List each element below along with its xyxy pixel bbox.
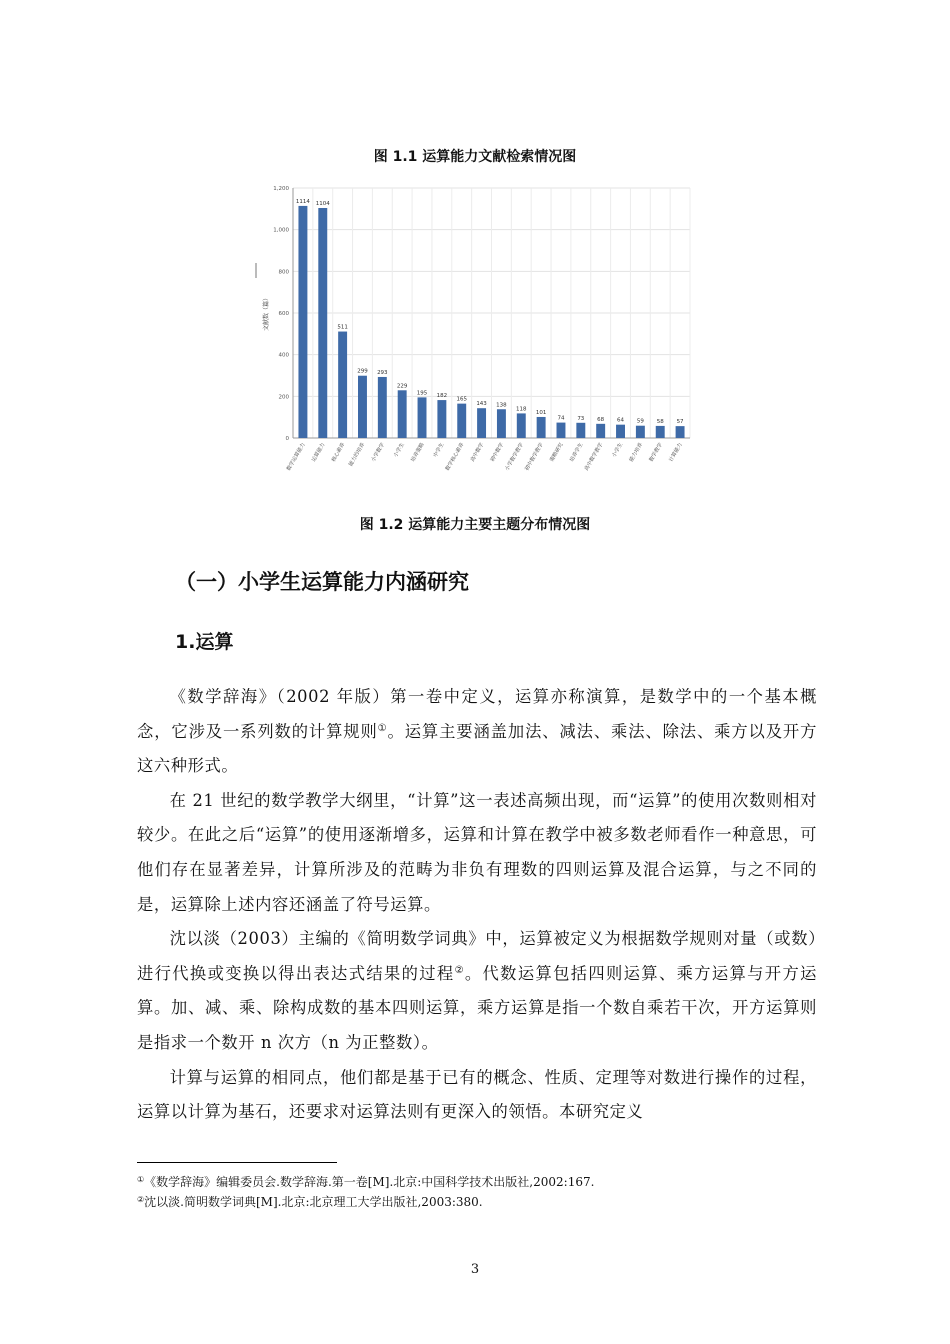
page-number: 3 bbox=[470, 1262, 480, 1277]
bar bbox=[298, 206, 307, 438]
figure-1-caption: 图 1.1 运算能力文献检索情况图 bbox=[373, 149, 577, 165]
x-tick-label: 能力的培养 bbox=[348, 442, 367, 468]
x-tick-label: 高中数学 bbox=[469, 442, 486, 463]
footnote-ref-1[interactable]: ① bbox=[377, 722, 388, 734]
figure-2-caption: 图 1.2 运算能力主要主题分布情况图 bbox=[359, 517, 591, 533]
data-label: 101 bbox=[535, 409, 547, 416]
subsection-heading: 1.运算 bbox=[175, 631, 234, 653]
bar bbox=[557, 423, 566, 438]
data-label: 1104 bbox=[315, 201, 330, 207]
y-tick-label: 400 bbox=[278, 352, 289, 359]
data-label: 511 bbox=[337, 324, 348, 331]
bar bbox=[437, 400, 446, 438]
data-label: 74 bbox=[557, 415, 565, 422]
data-label: 1114 bbox=[295, 198, 310, 205]
bar bbox=[596, 424, 605, 438]
topic-distribution-chart bbox=[250, 178, 700, 496]
footnote-divider bbox=[137, 1162, 337, 1163]
data-label: 73 bbox=[577, 415, 585, 422]
bar bbox=[398, 390, 407, 438]
section-heading: （一）小学生运算能力内涵研究 bbox=[175, 570, 469, 594]
footnotes bbox=[137, 1172, 594, 1212]
y-tick-label: 200 bbox=[278, 394, 289, 401]
bar bbox=[676, 426, 685, 438]
x-tick-label: 培养策略 bbox=[410, 442, 426, 463]
data-label: 165 bbox=[456, 396, 467, 403]
bar bbox=[457, 404, 466, 438]
bar bbox=[537, 417, 546, 438]
bar bbox=[656, 426, 665, 438]
y-axis-label: 文献数（篇） bbox=[263, 294, 270, 332]
bar bbox=[497, 409, 506, 438]
x-tick-label: 小学生 bbox=[392, 442, 406, 459]
x-tick-label: 中学生 bbox=[432, 442, 446, 459]
paragraph-4: 计算与运算的相同点，他们都是基于已有的概念、性质、定理等对数进行操作的过程，运算以计算为基石，还要求对运算法则有更深入的领悟。本研究定义 bbox=[137, 1067, 817, 1122]
y-tick-label: 800 bbox=[278, 269, 289, 276]
bar bbox=[358, 376, 367, 438]
y-tick-label: 600 bbox=[278, 311, 289, 317]
x-tick-label: 核心素养 bbox=[330, 442, 347, 463]
x-tick-label: 高中数学教学 bbox=[583, 442, 605, 472]
x-tick-label: 小学生 bbox=[611, 442, 625, 459]
y-tick-label: 1,200 bbox=[273, 186, 289, 192]
paragraph-1: 《数学辞海》（2002 年版）第一卷中定义，运算亦称演算，是数学中的一个基本概念，它涉及一系列数的计算规则①。运算主要涵盖加法、减法、乘法、除法、乘方以及开方这六种形式。 bbox=[137, 687, 817, 776]
bar bbox=[576, 423, 585, 438]
body-text bbox=[137, 680, 817, 1130]
bar bbox=[477, 408, 486, 438]
data-label: 59 bbox=[636, 418, 644, 425]
x-tick-label: 计算能力 bbox=[668, 442, 684, 463]
data-label: 195 bbox=[416, 390, 428, 397]
bar bbox=[616, 425, 625, 438]
x-tick-label: 数学教学 bbox=[648, 442, 664, 463]
paragraph-2: 在 21 世纪的数学教学大纲里，“计算”这一表述高频出现，而“运算”的使用次数则相对较少。在此之后“运算”的使用逐渐增多，运算和计算在教学中被多数老师看作一种意思，可他们存在显著差异，计算所涉及的范畴为非负有理数的四则运算及混合运算，与之不同的是，运算除上述内容还涵盖了符号运算。 bbox=[137, 790, 817, 914]
data-label: 182 bbox=[436, 393, 448, 400]
y-tick-label: 0 bbox=[285, 436, 289, 442]
footnote-2: ②沈以淡.简明数学词典[M].北京:北京理工大学出版社,2003:380. bbox=[137, 1195, 483, 1209]
bar bbox=[636, 426, 645, 438]
x-tick-label: 培养学生 bbox=[568, 442, 585, 463]
bar bbox=[338, 332, 347, 438]
footnote-1: ①《数学辞海》编辑委员会.数学辞海.第一卷[M].北京:中国科学技术出版社,2002:167. bbox=[137, 1175, 595, 1189]
x-tick-label: 数学核心素养 bbox=[444, 442, 466, 472]
bar bbox=[517, 413, 526, 438]
data-label: 118 bbox=[516, 406, 527, 413]
x-tick-label: 策略研究 bbox=[549, 442, 565, 463]
x-tick-label: 数学运算能力 bbox=[285, 442, 307, 472]
data-label: 138 bbox=[496, 402, 507, 409]
y-tick-label: 1,000 bbox=[273, 227, 289, 234]
data-label: 229 bbox=[396, 383, 408, 390]
paragraph-3: 沈以淡（2003）主编的《简明数学词典》中，运算被定义为根据数学规则对量（或数）进行代换或变换以得出表达式结果的过程②。代数运算包括四则运算、乘方运算与开方运算。加、减、乘、除构成数的基本四则运算，乘方运算是指一个数自乘若干次，开方运算则是指求一个数开 n 次方（n 为正整数）。 bbox=[137, 929, 817, 1052]
x-tick-label: 能力培养 bbox=[628, 442, 645, 463]
data-label: 68 bbox=[597, 416, 605, 423]
data-label: 143 bbox=[476, 401, 487, 408]
x-tick-label: 初中数学教学 bbox=[524, 442, 545, 472]
bar bbox=[418, 397, 427, 438]
bar bbox=[318, 208, 327, 438]
x-tick-label: 初中数学 bbox=[489, 442, 506, 463]
data-label: 299 bbox=[357, 368, 368, 375]
bar bbox=[378, 377, 387, 438]
data-label: 58 bbox=[656, 418, 664, 425]
x-tick-label: 小学数学教学 bbox=[504, 442, 526, 472]
data-label: 64 bbox=[617, 417, 625, 424]
data-label: 293 bbox=[377, 369, 388, 376]
data-label: 57 bbox=[676, 419, 684, 426]
x-tick-label: 小学数学 bbox=[370, 442, 387, 463]
footnote-ref-2[interactable]: ② bbox=[454, 964, 465, 976]
x-tick-label: 运算能力 bbox=[310, 442, 327, 463]
